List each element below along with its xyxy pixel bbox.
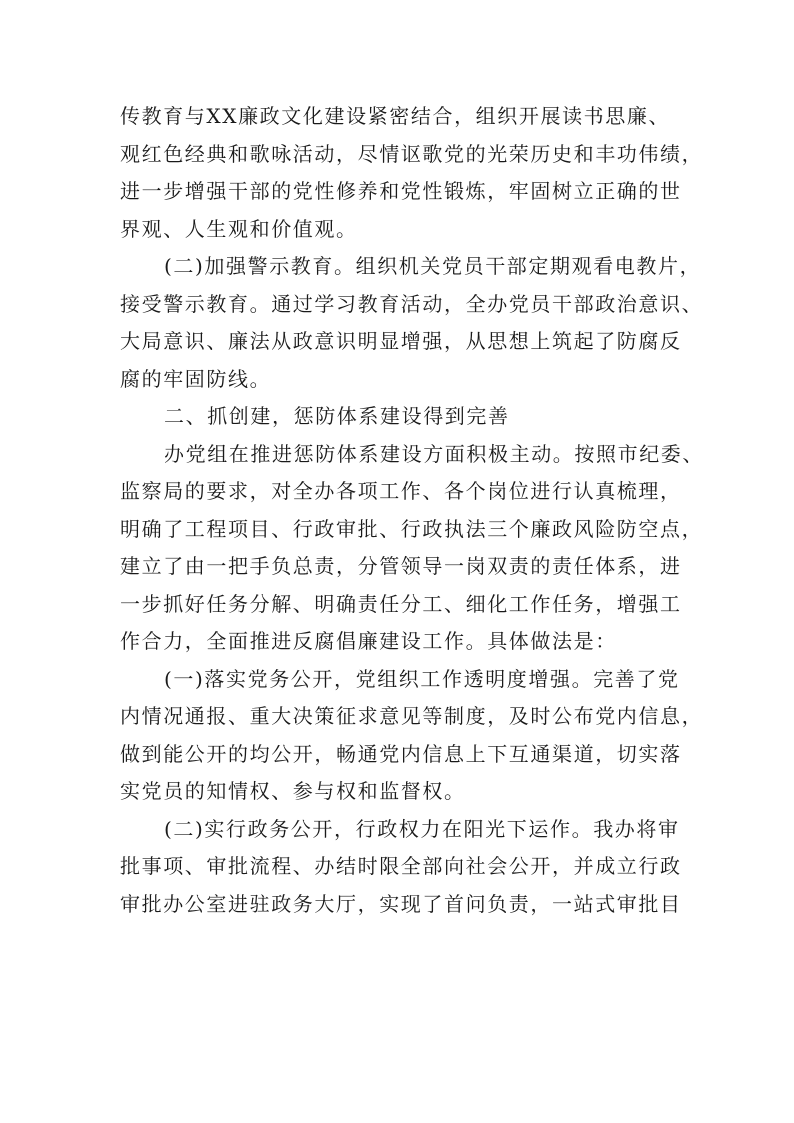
- text-line: 二、抓创建，惩防体系建设得到完善: [164, 404, 510, 428]
- text-line: 批事项、审批流程、办结时限全部向社会公开，并成立行政: [120, 854, 682, 878]
- text-line: 传教育与XX廉政文化建设紧密结合，组织开展读书思廉、: [120, 104, 671, 128]
- text-line: 大局意识、廉法从政意识明显增强，从思想上筑起了防腐反: [120, 329, 682, 353]
- text-line: 做到能公开的均公开，畅通党内信息上下互通渠道，切实落: [120, 741, 682, 766]
- text-line: 内情况通报、重大决策征求意见等制度，及时公布党内信息，: [120, 704, 704, 728]
- text-line: 作合力，全面推进反腐倡廉建设工作。具体做法是：: [120, 629, 617, 653]
- text-line: 进一步增强干部的党性修养和党性锻炼，牢固树立正确的世: [120, 179, 682, 203]
- text-line: 审批办公室进驻政务大厅，实现了首问负责，一站式审批目: [120, 891, 682, 916]
- text-line: 观红色经典和歌咏活动，尽情讴歌党的光荣历史和丰功伟绩，: [120, 141, 704, 166]
- text-line: (一)落实党务公开，党组织工作透明度增强。完善了党: [164, 666, 680, 691]
- text-line: 一步抓好任务分解、明确责任分工、细化工作任务，增强工: [120, 591, 682, 616]
- body-text: [120, 98, 704, 923]
- text-line: 腐的牢固防线。: [120, 366, 272, 391]
- text-line: 办党组在推进惩防体系建设方面积极主动。按照市纪委、: [164, 441, 704, 466]
- text-line: 监察局的要求，对全办各项工作、各个岗位进行认真梳理，: [120, 479, 682, 503]
- text-line: (二)加强警示教育。组织机关党员干部定期观看电教片，: [164, 254, 702, 278]
- text-line: 界观、人生观和价值观。: [120, 216, 358, 241]
- text-line: 明确了工程项目、行政审批、行政执法三个廉政风险防空点，: [120, 516, 704, 541]
- text-line: 实党员的知情权、参与权和监督权。: [120, 779, 466, 803]
- text-line: 建立了由一把手负总责，分管领导一岗双责的责任体系，进: [120, 554, 682, 578]
- text-line: (二)实行政务公开，行政权力在阳光下运作。我办将审: [164, 816, 680, 841]
- text-line: 接受警示教育。通过学习教育活动，全办党员干部政治意识、: [120, 291, 704, 316]
